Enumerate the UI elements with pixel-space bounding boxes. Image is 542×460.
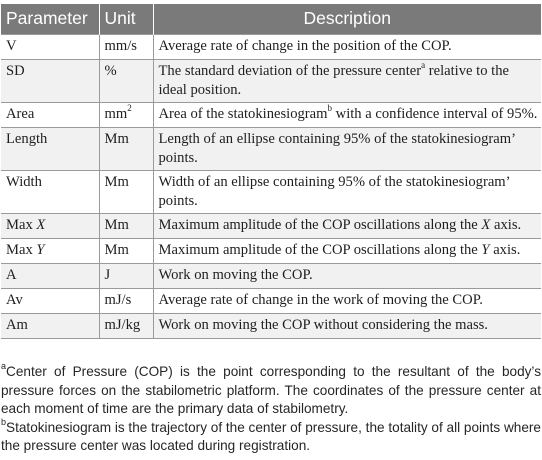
table-row	[1, 238, 541, 263]
parameter-cell: Width	[1, 170, 99, 213]
parameter-cell: Av	[1, 288, 99, 313]
table-footnotes	[1, 363, 541, 456]
header-parameter: Parameter	[1, 4, 99, 34]
description-cell	[153, 102, 541, 127]
table-row	[1, 313, 541, 338]
description-text: The standard deviation of the pressure center	[158, 62, 422, 79]
parameter-cell	[1, 213, 99, 238]
parameter-cell: Length	[1, 127, 99, 170]
table-row	[1, 170, 541, 213]
table-row	[1, 59, 541, 102]
parameter-cell: Am	[1, 313, 99, 338]
unit-cell: Mm	[99, 170, 153, 213]
unit-cell: mm/s	[99, 34, 153, 59]
parameter-text: Max	[6, 241, 37, 258]
footnote-marker: b	[327, 102, 332, 113]
unit-cell: mJ/kg	[99, 313, 153, 338]
description-text: relative to the ideal position.	[158, 62, 509, 98]
unit-superscript: 2	[127, 102, 132, 113]
unit-text: mm	[104, 105, 128, 122]
parameter-cell: A	[1, 263, 99, 288]
unit-cell: J	[99, 263, 153, 288]
footnote-marker: a	[1, 361, 7, 372]
table-row	[1, 263, 541, 288]
table-header	[1, 4, 541, 34]
parameter-cell: V	[1, 34, 99, 59]
description-text: axis.	[490, 216, 522, 233]
description-text: Area of the statokinesiogram	[158, 105, 328, 122]
description-cell: Average rate of change in the position of the COP.	[153, 34, 541, 59]
description-text: Maximum amplitude of the COP oscillations along the	[158, 241, 482, 258]
table-row	[1, 127, 541, 170]
header-unit: Unit	[99, 4, 153, 34]
description-text: axis.	[489, 241, 521, 258]
footnote-a	[1, 363, 541, 419]
parameter-cell	[1, 238, 99, 263]
description-axis: X	[481, 216, 491, 233]
description-cell: Average rate of change in the work of moving the COP.	[153, 288, 541, 313]
parameter-axis: Y	[36, 241, 45, 258]
description-cell: Work on moving the COP without considering the mass.	[153, 313, 541, 338]
table-row	[1, 34, 541, 59]
unit-cell: %	[99, 59, 153, 102]
description-cell	[153, 213, 541, 238]
description-cell: Length of an ellipse containing 95% of the statokinesiogram’ points.	[153, 127, 541, 170]
footnote-marker: b	[1, 416, 7, 427]
table-row	[1, 102, 541, 127]
unit-cell: Mm	[99, 127, 153, 170]
description-cell	[153, 59, 541, 102]
footnote-text: Statokinesiogram is the trajectory of the center of pressure, the totality of all points where the pressure center was located during registration.	[1, 419, 541, 453]
footnote-marker: a	[421, 59, 426, 70]
table-row	[1, 288, 541, 313]
unit-cell	[99, 102, 153, 127]
table-row	[1, 213, 541, 238]
description-axis: Y	[481, 241, 490, 258]
unit-cell: mJ/s	[99, 288, 153, 313]
description-cell: Width of an ellipse containing 95% of the statokinesiogram’ points.	[153, 170, 541, 213]
description-text: Maximum amplitude of the COP oscillations along the	[158, 216, 482, 233]
description-cell	[153, 238, 541, 263]
footnote-text: Center of Pressure (COP) is the point corresponding to the resultant of the body’s pressure forces on the stabilometric platform. The coordinates of the pressure center at each moment of time are the primary data of stabilometry.	[1, 364, 541, 416]
parameter-cell: SD	[1, 59, 99, 102]
description-text: with a confidence interval of 95%.	[332, 105, 538, 122]
unit-cell: Mm	[99, 213, 153, 238]
parameters-table	[1, 4, 541, 339]
footnote-b	[1, 416, 541, 456]
parameter-axis: X	[36, 216, 46, 233]
unit-cell: Mm	[99, 238, 153, 263]
description-cell: Work on moving the COP.	[153, 263, 541, 288]
parameter-text: Max	[6, 216, 37, 233]
parameter-cell: Area	[1, 102, 99, 127]
header-description: Description	[153, 4, 541, 34]
